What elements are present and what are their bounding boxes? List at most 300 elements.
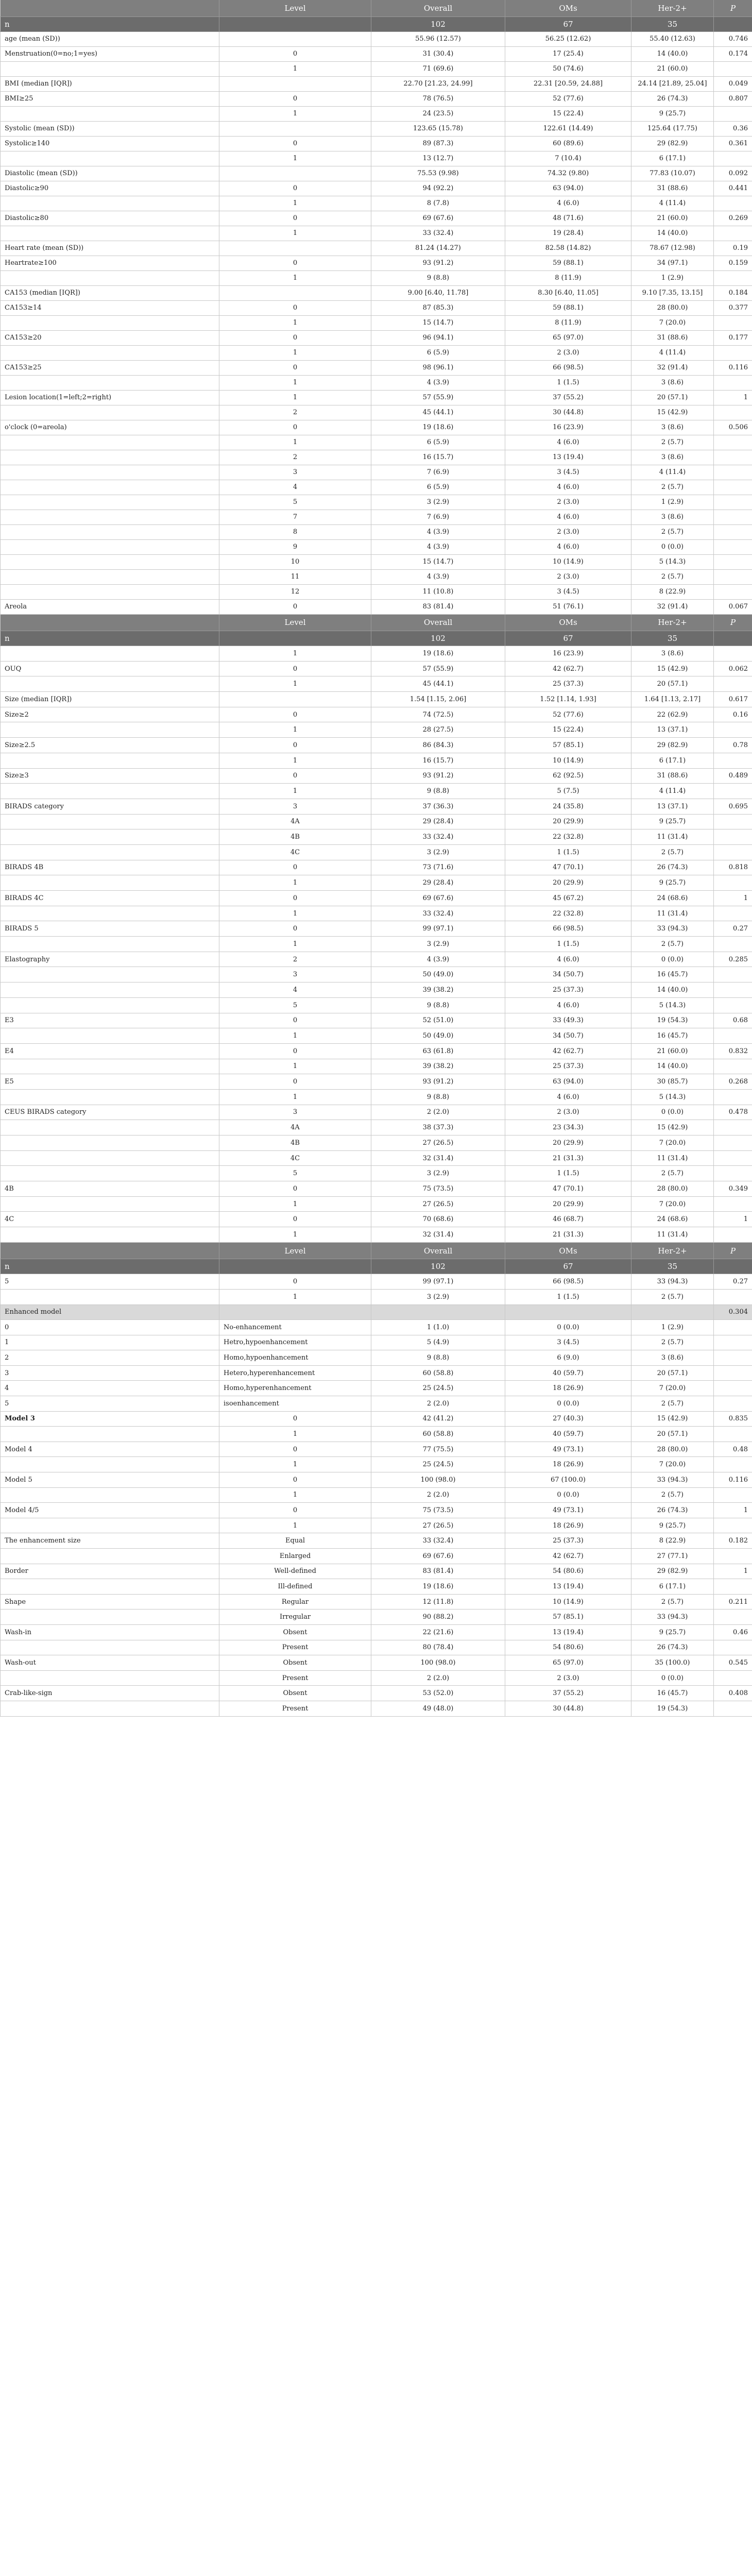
p-value-cell [714, 753, 752, 768]
p-value-cell: 0.377 [714, 300, 752, 315]
variable-cell: Shape [1, 1594, 219, 1609]
table-row [1, 1320, 752, 1335]
variable-cell [1, 1487, 219, 1503]
table-row [1, 1212, 752, 1227]
p-value-cell: 0.361 [714, 136, 752, 151]
overall-cell: 86 (84.3) [371, 738, 505, 753]
overall-cell: 3 (2.9) [371, 844, 505, 860]
oms-cell: 8.30 [6.40, 11.05] [505, 285, 631, 300]
oms-cell: 65 (97.0) [505, 330, 631, 345]
her2-cell: 11 (31.4) [631, 1150, 714, 1166]
variable-cell [1, 1549, 219, 1564]
table-row [1, 91, 752, 106]
n-her2: 35 [631, 16, 714, 31]
table-row [1, 784, 752, 799]
p-value-cell: 0.46 [714, 1624, 752, 1640]
table-row [1, 1289, 752, 1304]
oms-cell: 63 (94.0) [505, 1074, 631, 1090]
level-cell: 3 [219, 799, 371, 814]
level-cell: Present [219, 1701, 371, 1716]
variable-cell [1, 1028, 219, 1044]
p-value-cell: 0.349 [714, 1181, 752, 1197]
her2-cell: 9 (25.7) [631, 875, 714, 891]
level-cell: 1 [219, 1518, 371, 1533]
her2-cell: 9 (25.7) [631, 106, 714, 121]
overall-cell: 6 (5.9) [371, 345, 505, 360]
overall-cell: 39 (38.2) [371, 982, 505, 998]
level-cell: 1 [219, 784, 371, 799]
level-cell: 4B [219, 1136, 371, 1151]
variable-cell [1, 997, 219, 1013]
table-row [1, 1089, 752, 1105]
her2-cell: 9 (25.7) [631, 1518, 714, 1533]
level-cell: 1 [219, 345, 371, 360]
variable-cell: age (mean (SD)) [1, 31, 219, 46]
p-value-cell [714, 1701, 752, 1716]
variable-cell [1, 1120, 219, 1136]
p-value-cell [714, 646, 752, 662]
oms-cell: 18 (26.9) [505, 1381, 631, 1396]
level-cell: 4B [219, 829, 371, 845]
variable-cell: Wash-out [1, 1655, 219, 1671]
p-value-cell [714, 435, 752, 450]
variable-cell [1, 1701, 219, 1716]
variable-cell: Model 4 [1, 1442, 219, 1457]
oms-cell: 59 (88.1) [505, 256, 631, 270]
her2-cell: 15 (42.9) [631, 1411, 714, 1427]
n-level-blank [219, 1259, 371, 1274]
n-her2: 35 [631, 1259, 714, 1274]
overall-cell: 4 (3.9) [371, 952, 505, 967]
p-value-cell [714, 1136, 752, 1151]
her2-cell: 30 (85.7) [631, 1074, 714, 1090]
overall-cell: 1.54 [1.15, 2.06] [371, 692, 505, 707]
variable-cell: BIRADS 4C [1, 891, 219, 906]
oms-cell: 57 (85.1) [505, 1609, 631, 1625]
her2-cell [631, 1304, 714, 1320]
oms-cell: 4 (6.0) [505, 435, 631, 450]
oms-cell: 25 (37.3) [505, 676, 631, 692]
table-row [1, 121, 752, 136]
p-value-cell: 0.211 [714, 1594, 752, 1609]
her2-cell: 28 (80.0) [631, 1181, 714, 1197]
her2-cell: 20 (57.1) [631, 1427, 714, 1442]
her2-cell: 125.64 (17.75) [631, 121, 714, 136]
table-row [1, 256, 752, 270]
table-row [1, 46, 752, 61]
her2-cell: 19 (54.3) [631, 1701, 714, 1716]
level-cell: 0 [219, 1181, 371, 1197]
her2-cell: 7 (20.0) [631, 1381, 714, 1396]
oms-column-header: OMs [505, 0, 631, 16]
her2-cell: 26 (74.3) [631, 91, 714, 106]
oms-cell: 1 (1.5) [505, 844, 631, 860]
variable-cell: BMI (median [IQR]) [1, 76, 219, 91]
her2-cell: 4 (11.4) [631, 784, 714, 799]
level-cell: 1 [219, 270, 371, 285]
overall-cell: 74 (72.5) [371, 707, 505, 722]
table-row [1, 1059, 752, 1074]
her2-cell: 21 (60.0) [631, 1043, 714, 1059]
variable-cell: Enhanced model [1, 1304, 219, 1320]
oms-cell: 2 (3.0) [505, 1670, 631, 1686]
oms-cell: 0 (0.0) [505, 1396, 631, 1412]
p-value-cell: 0.818 [714, 860, 752, 875]
overall-cell: 4 (3.9) [371, 524, 505, 539]
oms-cell: 10 (14.9) [505, 753, 631, 768]
level-cell: 0 [219, 300, 371, 315]
overall-cell: 90 (88.2) [371, 1609, 505, 1625]
oms-cell: 40 (59.7) [505, 1365, 631, 1381]
her2-cell: 21 (60.0) [631, 61, 714, 76]
characteristics-table-1 [0, 0, 752, 615]
overall-cell: 63 (61.8) [371, 1043, 505, 1059]
table-row [1, 1549, 752, 1564]
overall-cell: 71 (69.6) [371, 61, 505, 76]
overall-cell: 7 (6.9) [371, 510, 505, 524]
overall-cell: 16 (15.7) [371, 753, 505, 768]
level-cell: 0 [219, 1472, 371, 1488]
oms-cell: 60 (89.6) [505, 136, 631, 151]
table-row [1, 285, 752, 300]
overall-cell: 80 (78.4) [371, 1640, 505, 1655]
p-value-cell [714, 1640, 752, 1655]
table-row [1, 196, 752, 211]
variable-cell [1, 937, 219, 952]
her2-cell: 8 (22.9) [631, 584, 714, 599]
her2-cell: 7 (20.0) [631, 1457, 714, 1472]
level-cell: 3 [219, 967, 371, 982]
level-cell: 5 [219, 1166, 371, 1181]
table-row [1, 1533, 752, 1549]
table-row [1, 1564, 752, 1579]
overall-cell: 25 (24.5) [371, 1381, 505, 1396]
overall-cell: 69 (67.6) [371, 891, 505, 906]
p-value-cell: 0.177 [714, 330, 752, 345]
p-value-cell: 0.832 [714, 1043, 752, 1059]
p-value-cell [714, 196, 752, 211]
oms-cell [505, 1304, 631, 1320]
level-cell [219, 166, 371, 181]
characteristics-table-2 [0, 615, 752, 1243]
level-cell: 0 [219, 360, 371, 375]
variable-cell [1, 270, 219, 285]
variable-cell [1, 1427, 219, 1442]
level-cell: 1 [219, 375, 371, 390]
p-value-cell: 0.182 [714, 1533, 752, 1549]
oms-cell: 23 (34.3) [505, 1120, 631, 1136]
overall-cell: 38 (37.3) [371, 1120, 505, 1136]
variable-cell: E5 [1, 1074, 219, 1090]
level-cell: Ill-defined [219, 1579, 371, 1595]
her2-cell: 26 (74.3) [631, 1640, 714, 1655]
table-row [1, 569, 752, 584]
oms-cell: 2 (3.0) [505, 569, 631, 584]
oms-cell: 66 (98.5) [505, 360, 631, 375]
variable-cell: Menstruation(0=no;1=yes) [1, 46, 219, 61]
table-row [1, 829, 752, 845]
overall-cell: 3 (2.9) [371, 937, 505, 952]
variable-cell: CA153≥25 [1, 360, 219, 375]
variable-cell: Size≥3 [1, 768, 219, 784]
oms-cell: 62 (92.5) [505, 768, 631, 784]
oms-cell: 15 (22.4) [505, 722, 631, 738]
level-cell: 1 [219, 1427, 371, 1442]
level-cell [219, 692, 371, 707]
p-value-cell [714, 1487, 752, 1503]
table-row [1, 31, 752, 46]
level-cell: 2 [219, 952, 371, 967]
level-cell: 0 [219, 891, 371, 906]
level-cell: 4 [219, 982, 371, 998]
table-row [1, 753, 752, 768]
level-cell [219, 1304, 371, 1320]
her2-cell: 2 (5.7) [631, 1335, 714, 1350]
overall-cell: 98 (96.1) [371, 360, 505, 375]
her2-cell: 24 (68.6) [631, 1212, 714, 1227]
oms-cell: 24 (35.8) [505, 799, 631, 814]
p-value-cell: 1 [714, 1503, 752, 1518]
overall-cell: 15 (14.7) [371, 554, 505, 569]
variable-cell [1, 906, 219, 921]
overall-cell: 31 (30.4) [371, 46, 505, 61]
table-row [1, 1579, 752, 1595]
variable-cell [1, 646, 219, 662]
level-cell: 0 [219, 1043, 371, 1059]
overall-cell: 60 (58.8) [371, 1427, 505, 1442]
level-cell: 0 [219, 330, 371, 345]
overall-cell: 12 (11.8) [371, 1594, 505, 1609]
variable-cell: Systolic (mean (SD)) [1, 121, 219, 136]
her2-cell: 3 (8.6) [631, 1350, 714, 1366]
her2-cell: 0 (0.0) [631, 952, 714, 967]
level-cell: Hetero,hyperenhancement [219, 1365, 371, 1381]
her2-cell: 3 (8.6) [631, 450, 714, 465]
variable-cell [1, 524, 219, 539]
level-cell: Obsent [219, 1655, 371, 1671]
variable-cell [1, 584, 219, 599]
overall-cell: 53 (52.0) [371, 1686, 505, 1701]
variable-cell: Diastolic (mean (SD)) [1, 166, 219, 181]
table-row [1, 891, 752, 906]
p-value-cell: 0.617 [714, 692, 752, 707]
p-value-cell [714, 315, 752, 330]
her2-cell: 22 (62.9) [631, 707, 714, 722]
p-value-cell [714, 1670, 752, 1686]
her2-cell: 1 (2.9) [631, 1320, 714, 1335]
variable-cell: OUQ [1, 661, 219, 676]
oms-cell: 27 (40.3) [505, 1411, 631, 1427]
her2-cell: 6 (17.1) [631, 1579, 714, 1595]
table-row [1, 1701, 752, 1716]
level-cell [219, 31, 371, 46]
p-value-cell [714, 844, 752, 860]
overall-cell: 25 (24.5) [371, 1457, 505, 1472]
oms-cell: 4 (6.0) [505, 539, 631, 554]
overall-cell: 100 (98.0) [371, 1472, 505, 1488]
level-cell: Equal [219, 1533, 371, 1549]
table-row [1, 330, 752, 345]
level-cell: 3 [219, 1105, 371, 1120]
p-value-cell: 0.27 [714, 1274, 752, 1290]
level-cell: 0 [219, 1411, 371, 1427]
p-value-cell: 0.269 [714, 211, 752, 226]
variable-cell: 5 [1, 1396, 219, 1412]
level-cell: 1 [219, 1289, 371, 1304]
table-row [1, 270, 752, 285]
variable-cell: Size≥2 [1, 707, 219, 722]
p-value-cell: 1 [714, 390, 752, 405]
oms-cell: 48 (71.6) [505, 211, 631, 226]
her2-cell: 32 (91.4) [631, 599, 714, 614]
p-value-cell: 0.746 [714, 31, 752, 46]
table-row [1, 768, 752, 784]
overall-cell: 33 (32.4) [371, 1533, 505, 1549]
variable-cell [1, 480, 219, 495]
table-row [1, 1427, 752, 1442]
overall-cell: 9 (8.8) [371, 784, 505, 799]
oms-cell: 8 (11.9) [505, 315, 631, 330]
level-cell: 1 [219, 676, 371, 692]
p-value-cell [714, 1365, 752, 1381]
level-cell: 0 [219, 860, 371, 875]
table-row [1, 1120, 752, 1136]
table-row [1, 1274, 752, 1290]
variable-cell: CA153≥20 [1, 330, 219, 345]
table-row [1, 1503, 752, 1518]
oms-cell: 49 (73.1) [505, 1442, 631, 1457]
overall-cell: 33 (32.4) [371, 226, 505, 241]
overall-cell: 33 (32.4) [371, 829, 505, 845]
variable-cell: BIRADS 5 [1, 921, 219, 937]
table-row [1, 1396, 752, 1412]
p-value-cell: 0.116 [714, 360, 752, 375]
p-value-cell [714, 226, 752, 241]
her2-cell: 29 (82.9) [631, 1564, 714, 1579]
p-value-cell: 0.27 [714, 921, 752, 937]
overall-cell: 73 (71.6) [371, 860, 505, 875]
p-value-cell: 0.489 [714, 768, 752, 784]
p-value-cell [714, 345, 752, 360]
table-row [1, 967, 752, 982]
p-value-cell [714, 510, 752, 524]
table-row [1, 181, 752, 196]
overall-cell: 3 (2.9) [371, 1289, 505, 1304]
table-row [1, 799, 752, 814]
oms-cell: 1 (1.5) [505, 375, 631, 390]
variable-cell: CEUS BIRADS category [1, 1105, 219, 1120]
oms-cell: 74.32 (9.80) [505, 166, 631, 181]
level-cell: Present [219, 1670, 371, 1686]
overall-cell: 52 (51.0) [371, 1013, 505, 1028]
her2-cell: 5 (14.3) [631, 554, 714, 569]
p-value-cell: 0.184 [714, 285, 752, 300]
her2-cell: 26 (74.3) [631, 860, 714, 875]
p-value-cell: 0.545 [714, 1655, 752, 1671]
table-row [1, 390, 752, 405]
p-value-cell: 0.304 [714, 1304, 752, 1320]
level-cell: 3 [219, 465, 371, 480]
p-value-cell: 0.48 [714, 1442, 752, 1457]
p-value-cell: 0.116 [714, 1472, 752, 1488]
variable-cell [1, 1609, 219, 1625]
p-value-cell [714, 270, 752, 285]
overall-cell: 78 (76.5) [371, 91, 505, 106]
level-cell: 0 [219, 1074, 371, 1090]
oms-cell: 25 (37.3) [505, 1533, 631, 1549]
p-value-cell: 0.408 [714, 1686, 752, 1701]
her2-cell: 14 (40.0) [631, 46, 714, 61]
overall-cell: 81.24 (14.27) [371, 241, 505, 256]
variable-cell: BIRADS 4B [1, 860, 219, 875]
oms-cell: 2 (3.0) [505, 524, 631, 539]
overall-cell: 2 (2.0) [371, 1487, 505, 1503]
p-value-cell [714, 1120, 752, 1136]
p-value-column-header: P [714, 0, 752, 16]
variable-cell: 2 [1, 1350, 219, 1366]
n-oms: 67 [505, 16, 631, 31]
sample-size-row [1, 1259, 752, 1274]
level-cell: 0 [219, 181, 371, 196]
overall-cell: 55.96 (12.57) [371, 31, 505, 46]
n-p-blank [714, 1259, 752, 1274]
p-value-cell [714, 1335, 752, 1350]
p-value-cell: 0.506 [714, 420, 752, 435]
variable-cell [1, 1670, 219, 1686]
level-column-header: Level [219, 0, 371, 16]
table-header-row [1, 0, 752, 16]
her2-cell: 9 (25.7) [631, 814, 714, 829]
oms-cell: 59 (88.1) [505, 300, 631, 315]
her2-cell: 2 (5.7) [631, 844, 714, 860]
p-value-column-header: P [714, 615, 752, 631]
table-row [1, 1609, 752, 1625]
level-cell: 1 [219, 875, 371, 891]
overall-cell: 27 (26.5) [371, 1518, 505, 1533]
overall-cell: 9 (8.8) [371, 997, 505, 1013]
overall-cell: 99 (97.1) [371, 921, 505, 937]
oms-cell: 52 (77.6) [505, 707, 631, 722]
table-row [1, 584, 752, 599]
her2-cell: 4 (11.4) [631, 196, 714, 211]
overall-cell: 9.00 [6.40, 11.78] [371, 285, 505, 300]
variable-cell [1, 450, 219, 465]
overall-cell: 100 (98.0) [371, 1655, 505, 1671]
overall-cell: 89 (87.3) [371, 136, 505, 151]
table-row [1, 450, 752, 465]
her2-cell: 3 (8.6) [631, 375, 714, 390]
variable-cell: Wash-in [1, 1624, 219, 1640]
table-row [1, 982, 752, 998]
level-cell: 1 [219, 906, 371, 921]
level-cell: 0 [219, 420, 371, 435]
p-value-cell [714, 151, 752, 166]
variable-cell [1, 345, 219, 360]
table-row [1, 1655, 752, 1671]
variable-cell: Border [1, 1564, 219, 1579]
level-cell: 2 [219, 450, 371, 465]
n-overall: 102 [371, 16, 505, 31]
overall-cell: 69 (67.6) [371, 211, 505, 226]
her2-cell: 78.67 (12.98) [631, 241, 714, 256]
oms-cell: 51 (76.1) [505, 599, 631, 614]
her2-cell: 15 (42.9) [631, 405, 714, 420]
variable-cell: Model 3 [1, 1411, 219, 1427]
oms-cell: 8 (11.9) [505, 270, 631, 285]
her2-cell: 34 (97.1) [631, 256, 714, 270]
overall-column-header: Overall [371, 615, 505, 631]
level-cell [219, 121, 371, 136]
